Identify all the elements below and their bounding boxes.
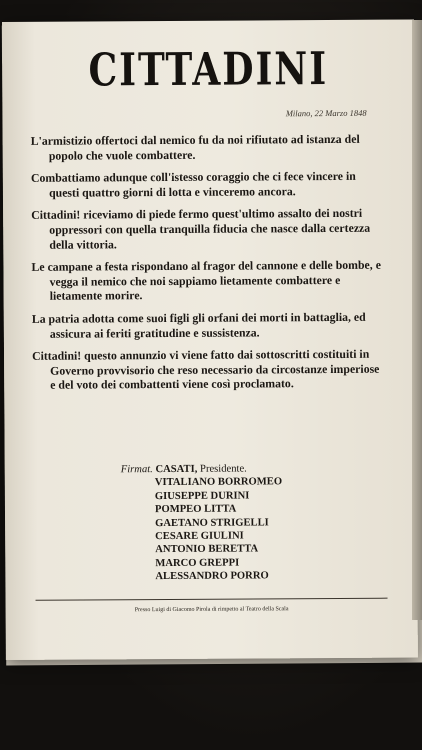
paragraph-citizens-assault: Cittadini! riceviamo di piede fermo quest'ultimo assalto dei nostri oppressori con quella tranquilla fiducia che nasce dalla certezza della vittoria.: [31, 206, 371, 252]
signatory-name: ANTONIO BERETTA: [155, 543, 259, 556]
signatory-name: CESARE GIULINI: [155, 530, 244, 543]
signatory-name: GAETANO STRIGELLI: [155, 517, 269, 529]
paragraph-homeland: La patria adotta come suoi figli gli orfani dei morti in battaglia, ed assicura ai feriti gratitudine e sussistenza.: [31, 309, 366, 341]
proclamation-poster: [2, 19, 418, 660]
book-right-edge: [412, 20, 422, 620]
paragraph-bells: Le campane a festa rispondano al fragor del cannone e delle bombe, e vegga il nemico che noi sappiamo lietamente combattere e lietamente morire.: [31, 257, 381, 304]
book-page: [2, 19, 418, 660]
signatory-name: ALESSANDRO PORRO: [155, 570, 269, 583]
signatory-name: MARCO GREPPI: [155, 557, 240, 569]
signature-block: [121, 462, 382, 584]
paragraph-armistice: L'armistizio offertoci dal nemico fu da noi rifiutato ad istanza del popolo che vuole combattere.: [30, 131, 360, 163]
footer-rule: [36, 598, 388, 601]
poster-title: CITTADINI: [88, 42, 329, 97]
signatory-president: CASATI,: [155, 463, 198, 476]
signatory-name: VITALIANO BORROMEO: [154, 476, 283, 489]
signatory-name: POMPEO LITTA: [154, 503, 237, 516]
printer-imprint: Presso Luigi di Giacomo Pirola di rimpetto al Teatro della Scala: [134, 606, 289, 614]
signed-label: Firmat.: [120, 464, 153, 476]
paragraph-government: Cittadini! questo annunzio vi viene fatto dai sottoscritti costituiti in Governo provvisorio che reso necessario da circostanze imperiose e del voto dei combattenti viene così proclamato.: [31, 346, 380, 393]
poster-dateline: Milano, 22 Marzo 1848: [285, 107, 367, 119]
paragraph-fight: Combattiamo adunque coll'istesso coraggio che ci fece vincere in questi quattro giorni di lotta e vinceremo ancora.: [30, 169, 356, 200]
signatory-name: GIUSEPPE DURINI: [154, 490, 250, 502]
signatory-role: Presidente.: [199, 463, 247, 475]
poster-body: [31, 132, 383, 401]
